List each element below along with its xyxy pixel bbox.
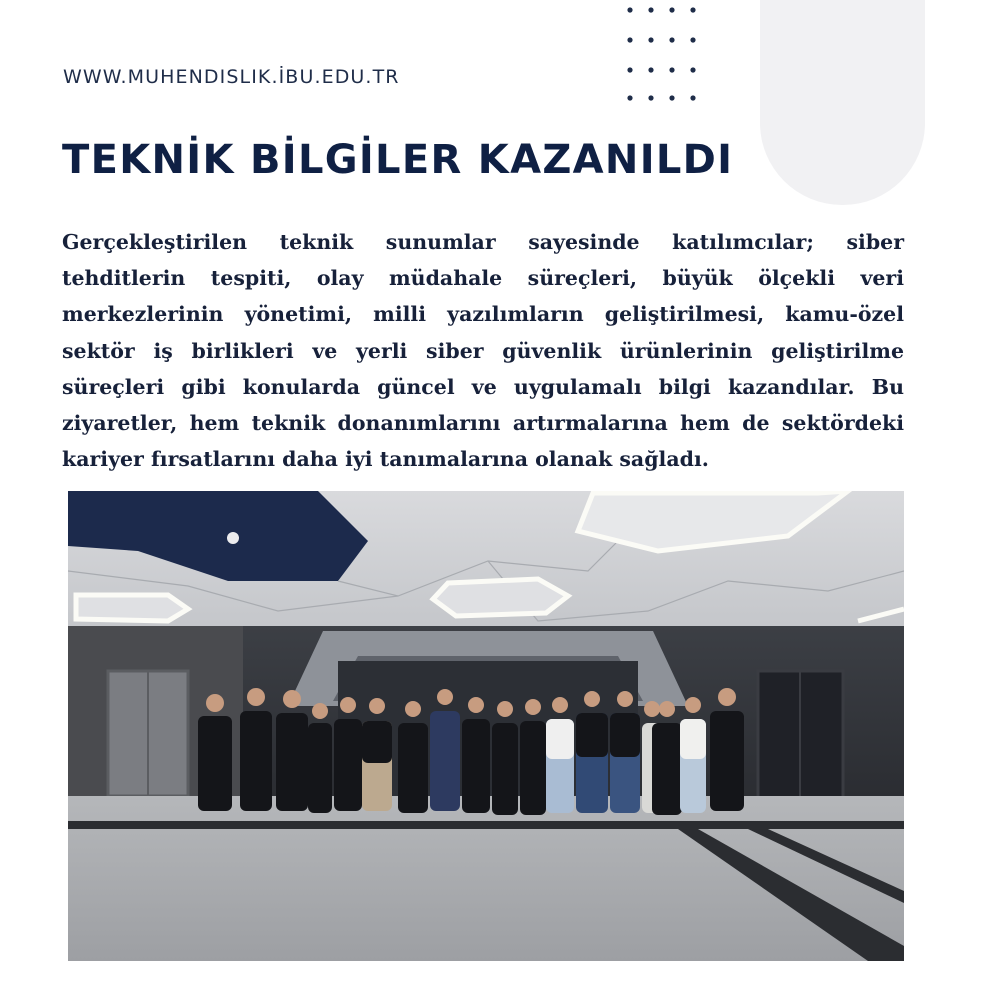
website-url[interactable]: WWW.MUHENDISLIK.İBU.EDU.TR	[63, 66, 400, 88]
article-paragraph: Gerçekleştirilen teknik sunumlar sayesinde katılımcılar; siber tehditlerin tespiti, olay müdahale süreçleri, büyük ölçekli veri merkezlerinin yönetimi, milli yazılımların geliştirilmesi, kamu-özel sektör iş birlikleri ve yerli siber güvenlik ürünlerinin geliştirilme süreçleri gibi konularda güncel ve uygulamalı bilgi kazandılar. Bu ziyaretler, hem teknik donanımlarını artırmalarına hem de sektördeki kariyer fırsatlarını daha iyi tanımalarına olanak sağladı.	[62, 230, 904, 472]
page-title: TEKNİK BİLGİLER KAZANILDI	[62, 137, 734, 183]
group-photo	[68, 491, 904, 961]
corner-decoration	[760, 0, 925, 205]
dot-grid-decoration	[624, 6, 708, 102]
